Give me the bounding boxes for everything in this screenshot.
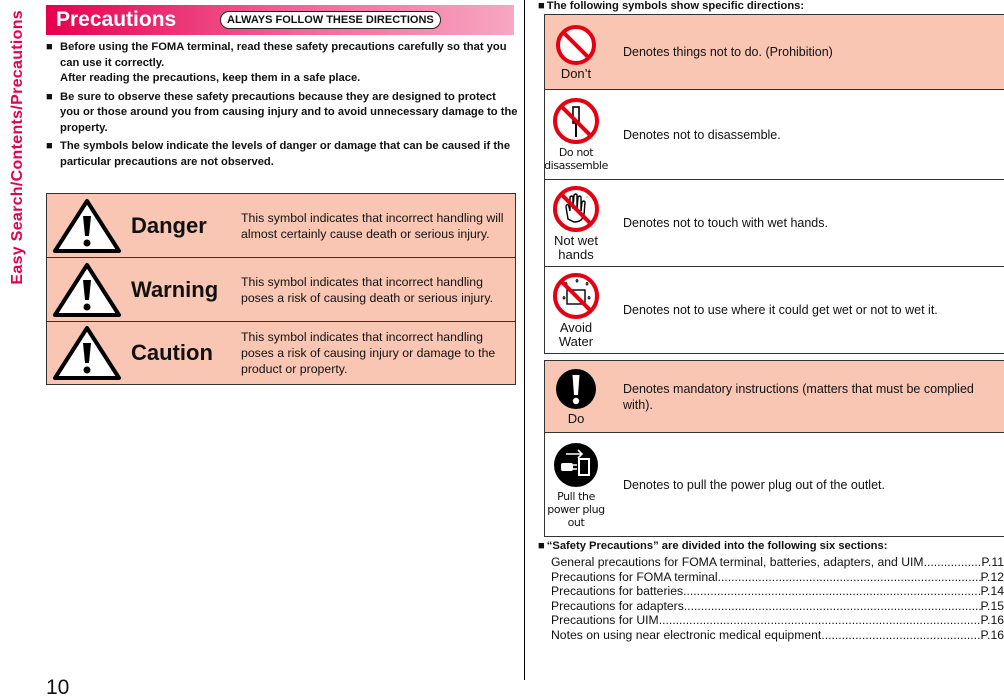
symbol-row [545, 90, 1004, 180]
symbol-label: Avoid Water [545, 321, 607, 349]
level-name: Caution [127, 340, 241, 366]
mandatory-symbols-table [544, 360, 1004, 537]
mandatory-icon [554, 367, 598, 411]
symbol-description: Denotes to pull the power plug out of the outlet. [607, 477, 1004, 493]
column-divider [524, 0, 525, 680]
symbol-description: Denotes not to use where it could get wet or not to wet it. [607, 302, 1004, 318]
section-title: Notes on using near electronic medical equipment [551, 628, 821, 643]
warning-triangle-icon [47, 198, 127, 254]
section-page: P.12 [981, 570, 1004, 585]
intro-paragraph: ■ The symbols below indicate the levels of danger or damage that can be caused if the particular precautions are not observed. [46, 139, 518, 170]
level-description: This symbol indicates that incorrect handling poses a risk of causing death or serious injury. [241, 274, 515, 306]
pull-plug-icon [552, 441, 600, 489]
symbol-row [545, 361, 1004, 433]
symbol-description: Denotes not to disassemble. [607, 127, 1004, 143]
no-disassemble-icon [552, 97, 600, 145]
symbol-description: Denotes things not to do. (Prohibition) [607, 44, 1004, 60]
intro-paragraph: ■ Be sure to observe these safety precautions because they are designed to protect you or those around you from causing injury and to avoid unnecessary damage to the property. [46, 90, 518, 137]
side-tab-label: Easy Search/Contents/Precautions [9, 10, 27, 285]
section-page: P.15 [981, 599, 1004, 614]
intro-line: Before using the FOMA terminal, read these safety precautions carefully so that you can use it correctly. [60, 41, 507, 69]
section-entry [551, 555, 1004, 570]
intro-text [46, 40, 518, 173]
section-title: Precautions for batteries [551, 584, 683, 599]
symbol-row [545, 267, 1004, 353]
svg-text:◦: ◦ [586, 195, 588, 201]
warning-triangle-icon [47, 262, 127, 318]
symbol-label: Do [568, 412, 585, 426]
section-entry [551, 599, 1004, 614]
level-row-caution [47, 322, 515, 384]
intro-line: After reading the precautions, keep them in a safe place. [60, 72, 360, 84]
section-title: Precautions for adapters [551, 599, 684, 614]
section-list [551, 555, 1004, 643]
symbol-label: Not wet hands [545, 234, 607, 262]
avoid-water-icon [552, 272, 600, 320]
symbol-description: Denotes mandatory instructions (matters that must be complied with). [607, 381, 1004, 413]
level-name: Danger [127, 213, 241, 239]
section-title: General precautions for FOMA terminal, batteries, adapters, and UIM [551, 555, 924, 570]
section-page: P.11 [981, 555, 1004, 570]
prohibition-icon [555, 24, 597, 66]
warning-triangle-icon [47, 325, 127, 381]
symbol-label: Pull the power plug out [545, 490, 607, 529]
hazard-level-table [46, 193, 516, 385]
section-page: P.16 [981, 628, 1004, 643]
section-page: P.16 [981, 613, 1004, 628]
symbol-row [545, 180, 1004, 267]
side-tab [0, 0, 36, 340]
header-badge: ALWAYS FOLLOW THESE DIRECTIONS [220, 11, 441, 29]
section-entry [551, 570, 1004, 585]
level-description: This symbol indicates that incorrect handling poses a risk of causing injury or damage to the product or property. [241, 329, 515, 377]
section-entry [551, 628, 1004, 643]
section-page: P.14 [981, 584, 1004, 599]
section-entry [551, 584, 1004, 599]
section-entry [551, 613, 1004, 628]
intro-paragraph [46, 40, 518, 87]
symbol-row [545, 433, 1004, 536]
sections-heading: ■ “Safety Precautions” are divided into the following six sections: [538, 540, 887, 552]
section-header [46, 5, 514, 35]
symbol-label: Don’t [561, 67, 591, 81]
page-title: Precautions [56, 8, 216, 32]
symbol-description: Denotes not to touch with wet hands. [607, 215, 1004, 231]
section-title: Precautions for FOMA terminal [551, 570, 718, 585]
symbols-heading: ■ The following symbols show specific directions: [538, 0, 804, 12]
page-number: 10 [46, 676, 69, 700]
section-title: Precautions for UIM [551, 613, 659, 628]
symbol-row [545, 15, 1004, 90]
level-row-danger [47, 194, 515, 258]
level-name: Warning [127, 277, 241, 303]
level-description: This symbol indicates that incorrect handling will almost certainly cause death or serious injury. [241, 210, 515, 242]
level-row-warning [47, 258, 515, 322]
prohibition-symbols-table [544, 14, 1004, 354]
no-wet-hands-icon [552, 185, 600, 233]
symbol-label: Do not disassemble [544, 146, 608, 172]
